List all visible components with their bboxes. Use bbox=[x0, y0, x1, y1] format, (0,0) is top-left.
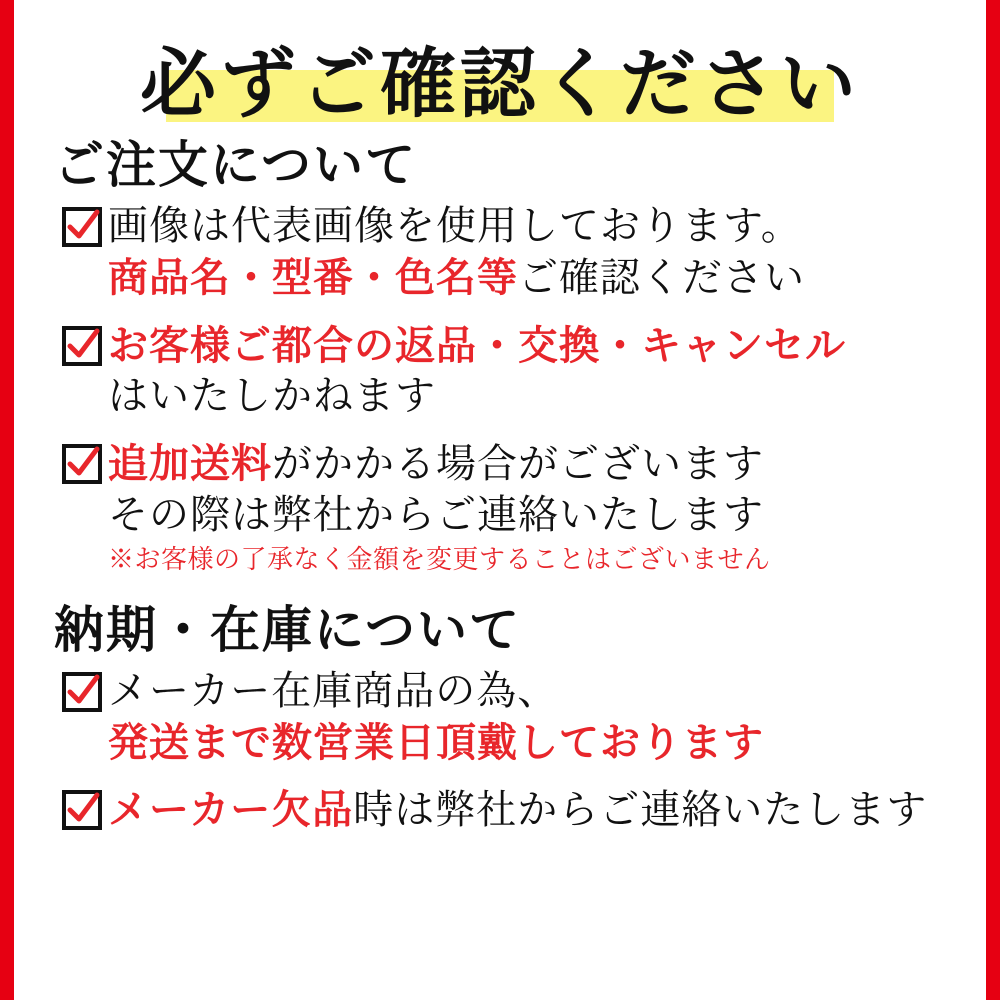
list-item-line: お客様ご都合の返品・交換・キャンセル bbox=[108, 321, 846, 369]
section-heading-orders: ご注文について bbox=[54, 135, 417, 194]
list-item bbox=[62, 438, 964, 577]
list-item-line: 画像は代表画像を使用しております。 bbox=[108, 202, 802, 249]
page-title bbox=[36, 34, 964, 134]
list-item-line-suffix: ご確認ください bbox=[518, 254, 805, 301]
list-item-text bbox=[108, 320, 964, 422]
list-item-text bbox=[108, 666, 964, 768]
right-red-bar bbox=[986, 0, 1000, 1000]
list-item-line: その際は弊社からご連絡いたします bbox=[108, 492, 764, 539]
list-item bbox=[62, 666, 964, 768]
left-red-bar bbox=[0, 0, 14, 1000]
list-item bbox=[62, 784, 964, 836]
list-item-line: 発送まで数営業日頂戴しております bbox=[108, 719, 764, 767]
page-title-text: 必ずご確認ください bbox=[140, 39, 860, 128]
section-heading-delivery: 納期・在庫について bbox=[54, 600, 521, 660]
emphasis-text: 追加送料 bbox=[108, 440, 272, 488]
emphasis-text: 商品名・型番・色名等 bbox=[108, 253, 518, 301]
list-item-line: メーカー在庫商品の為、 bbox=[108, 667, 559, 714]
list-item-line: はいたしかねます bbox=[108, 373, 436, 420]
list-item-line-suffix: がかかる場合がございます bbox=[272, 441, 764, 488]
list-item-line bbox=[108, 438, 964, 490]
checkbox-checked-icon bbox=[62, 672, 102, 712]
list-item-line bbox=[108, 252, 964, 304]
list-item-text bbox=[108, 438, 964, 577]
list-item-line bbox=[108, 784, 964, 836]
list-item bbox=[62, 201, 964, 304]
list-item-text bbox=[108, 784, 964, 836]
checkbox-checked-icon bbox=[62, 207, 102, 247]
notice-page bbox=[14, 0, 986, 1000]
list-item-line-suffix: 時は弊社からご連絡いたします bbox=[353, 787, 928, 834]
checkbox-checked-icon bbox=[62, 790, 102, 830]
list-item-note: ※お客様の了承なく金額を変更することはございません bbox=[108, 544, 771, 575]
list-item-text bbox=[108, 201, 964, 304]
checkbox-checked-icon bbox=[62, 444, 102, 484]
emphasis-text: メーカー欠品 bbox=[108, 786, 354, 834]
list-item bbox=[62, 320, 964, 422]
checkbox-checked-icon bbox=[62, 326, 102, 366]
